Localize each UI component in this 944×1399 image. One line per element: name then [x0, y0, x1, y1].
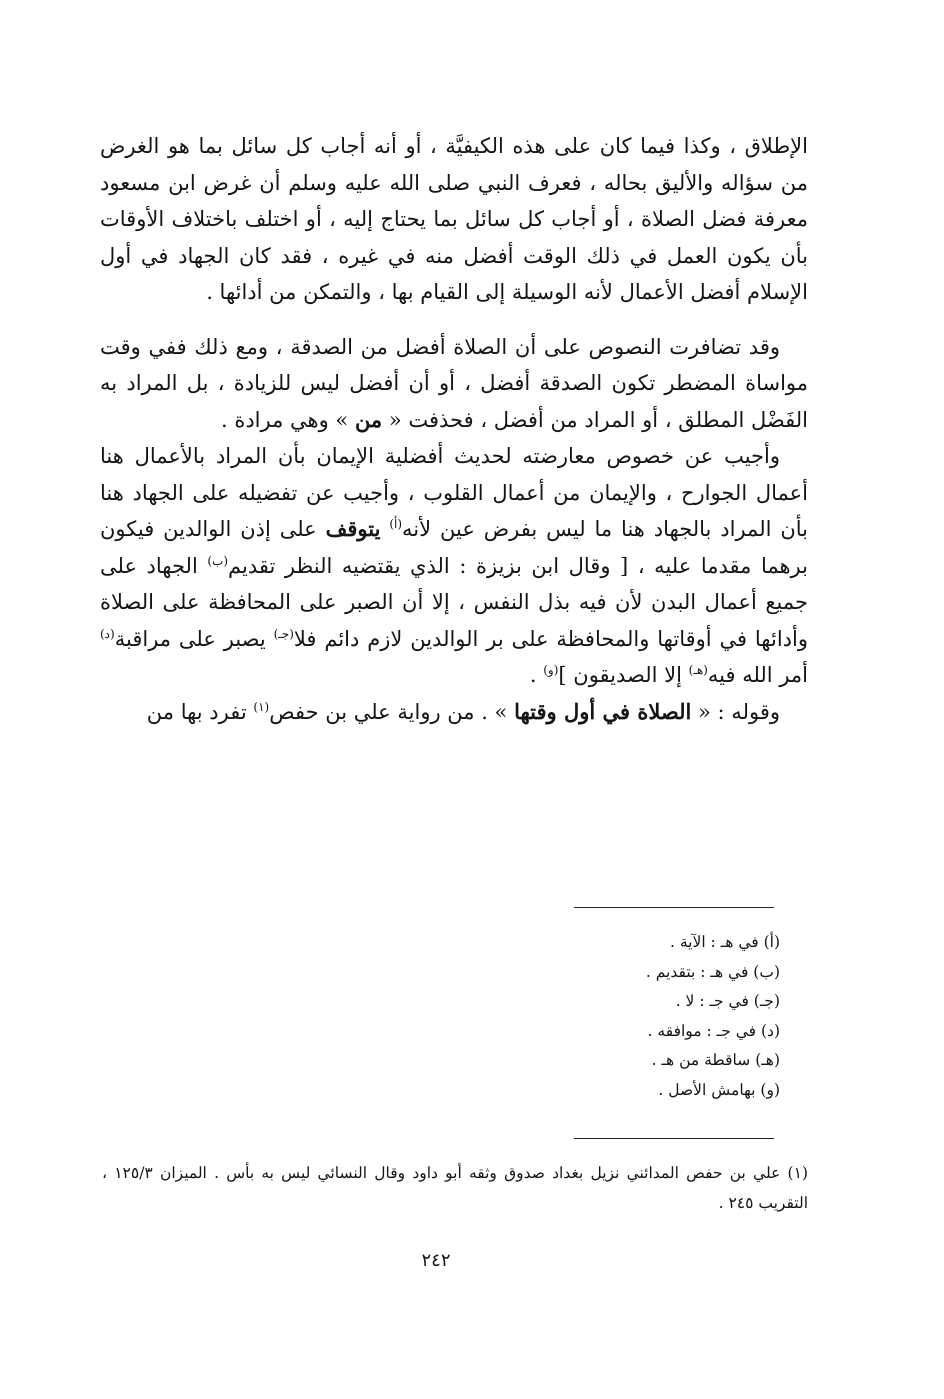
paragraph-3-text-f: أمر الله فيه	[707, 663, 808, 687]
footnote-1: (١) علي بن حفص المدائني نزيل بغداد صدوق وثقه أبو داود وقال النسائي ليس به بأس . الميزان ١٢٥/٣ ، التقريب ٢٤٥ .	[102, 1164, 808, 1212]
footnote-marker-1: (١)	[253, 699, 270, 714]
variant-marker-a: (أ)	[389, 517, 403, 531]
paragraph-4-text-c: تفرد بها من	[146, 699, 254, 724]
paragraph-3-text-e: يصبر على مراقبة	[114, 626, 274, 651]
paragraph-4-text-b: » . من رواية علي بن حفص	[269, 699, 515, 724]
paragraph-3-text-c: على إذن الوالدين فيكون برهما مقدما عليه ، [ وقال ابن بزيزة : الذي يقتضيه النظر تقديم	[100, 517, 808, 578]
variant-marker-d: (د)	[100, 626, 115, 641]
variant-readings-list	[574, 928, 780, 1106]
paragraph-3	[100, 438, 808, 694]
page-number: ٢٤٢	[421, 1250, 451, 1271]
paragraph-3-text-d: الجهاد على جميع أعمال البدن لأن فيه بذل النفس ، إلا أن الصبر على المحافظة على الصلاة وأدائها في أوقاتها والمحافظة على بر الوالدين لازم دائم فلا	[100, 553, 808, 651]
variant-reading: (ب) في هـ : بتقديم .	[645, 962, 780, 981]
footnotes-divider	[574, 1138, 774, 1139]
main-text-body	[100, 128, 808, 730]
paragraph-3-text-a: وأجيب عن خصوص معارضته لحديث أفضلية الإيمان بأن المراد بالأعمال هنا أعمال الجوارح ، والإيمان من أعمال القلوب ، وأجيب عن تفضيله على الجهاد هنا بأن المراد بالجهاد هنا ما ليس بفرض عين لأنه	[100, 444, 808, 541]
paragraph-4-bold-phrase: الصلاة في أول وقتها	[514, 698, 692, 724]
paragraph-3-bold-word: يتوقف	[325, 516, 381, 541]
paragraph-1-text: الإطلاق ، وكذا فيما كان على هذه الكيفيَّة ، أو أنه أجاب كل سائل بما هو الغرض من سؤاله والأليق بحاله ، فعرف النبي صلى الله عليه وسلم أن غرض ابن مسعود معرفة فضل الصلاة ، أو أجاب كل سائل بما يحتاج إليه ، أو اختلف باختلاف الأوقات بأن يكون العمل في ذلك الوقت أفضل منه في غيره ، فقد كان الجهاد في أول الإسلام أفضل الأعمال لأنه الوسيلة إلى القيام بها ، والتمكن من أدائها .	[100, 134, 808, 304]
paragraph-1	[100, 128, 808, 311]
variant-reading: (هـ) ساقطة من هـ .	[651, 1051, 780, 1070]
paragraph-2-bold-word: من	[354, 406, 383, 432]
paragraph-4	[100, 694, 808, 731]
paragraph-3-text-h: .	[529, 663, 544, 687]
paragraph-2-text: وقد تضافرت النصوص على أن الصلاة أفضل من الصدقة ، ومع ذلك ففي وقت مواساة المضطر تكون الصدقة أفضل ، أو أن أفضل ليس للزيادة ، بل المراد به الفَضْل المطلق ، أو المراد من أفضل ، فحذفت «	[100, 334, 808, 432]
variant-reading: (أ) في هـ : الآية .	[670, 933, 780, 951]
variants-divider	[574, 907, 774, 908]
paragraph-3-text-g: إلا الصديقون ]	[558, 663, 689, 687]
variant-marker-f: (و)	[543, 663, 559, 677]
variant-reading: (و) بهامش الأصل .	[658, 1080, 780, 1099]
variant-marker-b: (ب)	[207, 553, 229, 568]
variant-marker-c: (جـ)	[273, 626, 294, 641]
paragraph-2	[100, 329, 808, 439]
variant-marker-e: (هـ)	[688, 663, 708, 677]
paragraph-4-text-a: وقوله : «	[691, 699, 780, 724]
paragraph-3-text-b	[380, 517, 389, 541]
paragraph-2-end: » وهي مرادة .	[220, 407, 355, 432]
variant-reading: (جـ) في جـ : لا .	[675, 992, 780, 1011]
variant-reading: (د) في جـ : موافقه .	[647, 1021, 780, 1040]
